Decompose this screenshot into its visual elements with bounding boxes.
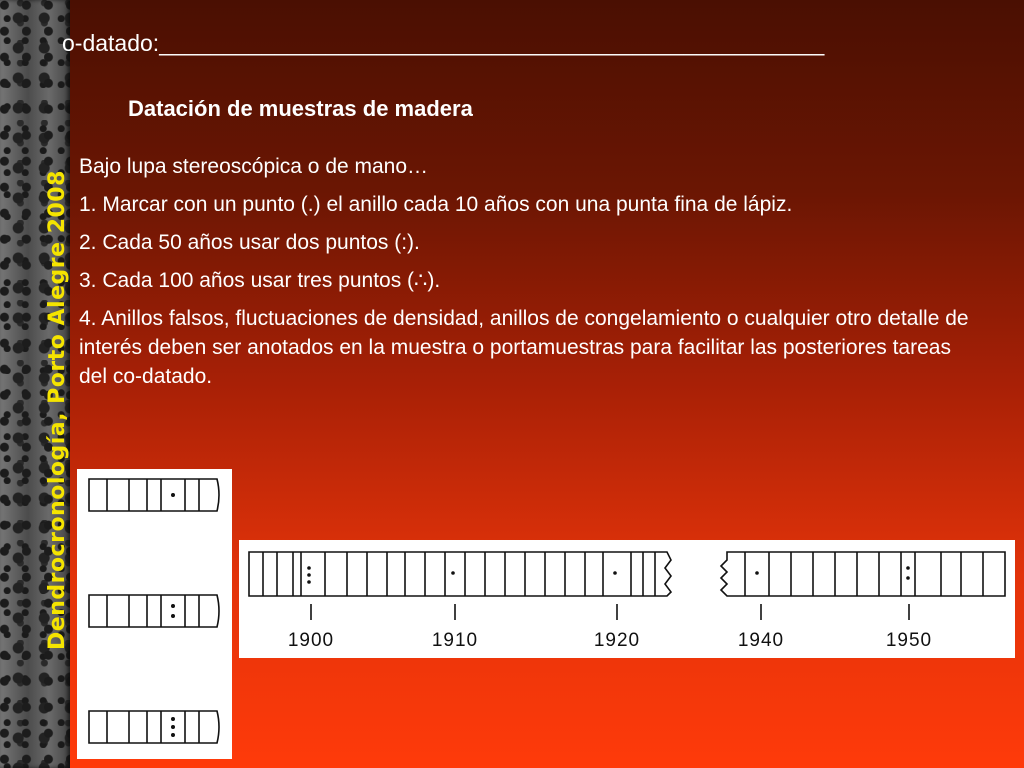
timeline-drawing [239, 540, 1015, 658]
marking-examples-figure [77, 469, 232, 759]
slide-title: Datación de muestras de madera [128, 96, 473, 121]
year-label-1950: 1950 [885, 630, 933, 651]
year-label-1940: 1940 [737, 630, 785, 651]
body-text [79, 152, 984, 400]
year-label-1920: 1920 [593, 630, 641, 651]
paragraph-intro: Bajo lupa stereoscópica o de mano… [79, 155, 429, 178]
year-label-1910: 1910 [431, 630, 479, 651]
sidebar-label: Dendrocronología, Porto Alegre 2008 [45, 170, 70, 650]
marking-examples-drawing [77, 469, 232, 759]
paragraph-step-4: 4. Anillos falsos, fluctuaciones de densidad, anillos de congelamiento o cualquier otro detalle de interés deben ser anotados en la muestra o portamuestras para facilitar las posteriores tareas del co-datado. [79, 307, 969, 388]
timeline-figure [239, 540, 1015, 658]
header-line: o-datado:____________________________________________________ [62, 30, 825, 56]
year-label-1900: 1900 [287, 630, 335, 651]
paragraph-step-3: 3. Cada 100 años usar tres puntos (∴). [79, 269, 441, 292]
paragraph-step-1: 1. Marcar con un punto (.) el anillo cada 10 años con una punta fina de lápiz. [79, 193, 793, 216]
paragraph-step-2: 2. Cada 50 años usar dos puntos (:). [79, 231, 420, 254]
